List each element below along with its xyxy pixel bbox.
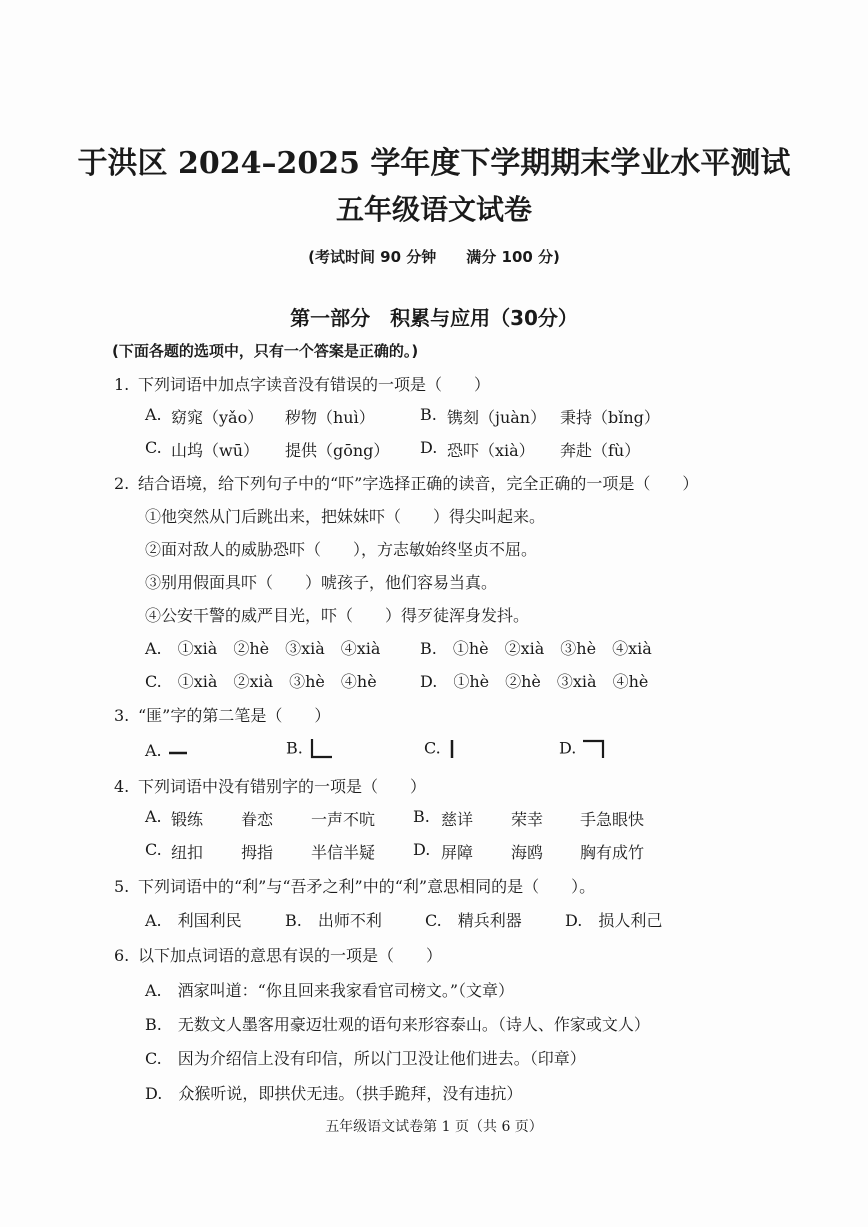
q6-text: 以下加点词语的意思有误的一项是（ ） (138, 946, 443, 965)
q1-text: 下列词语中加点字读音没有错误的一项是（ ） (138, 375, 491, 394)
q6-number: 6. (114, 946, 130, 965)
horizontal-stroke-icon (167, 744, 189, 760)
q2-sentence-2: ②面对敌人的威胁恐吓（ ），方志敏始终坚贞不屈。 (145, 540, 538, 559)
q4-b-word2: 荣幸 (511, 810, 544, 829)
q1-number: 1. (114, 375, 130, 394)
q3-c-label: C. (424, 738, 441, 758)
q4-d-label: D. (413, 840, 431, 859)
q4-d-word2: 海鸥 (511, 843, 544, 862)
q2-sentence-3: ③别用假面具吓（ ）唬孩子，他们容易当真。 (145, 573, 498, 592)
q1-d-label: D. (420, 438, 438, 457)
exam-score: 满分 100 分) (466, 248, 560, 266)
page-footer: 五年级语文试卷第 1 页（共 6 页） (325, 1119, 543, 1135)
q4-d-word1: 屏障 (441, 843, 474, 862)
q2-option-a: A. ①xià ②hè ③xià ④xià (145, 639, 381, 658)
horizontal-turn-stroke-icon (581, 738, 607, 760)
vertical-turn-stroke-icon (308, 737, 334, 761)
q1-c-word2: 提供（gōng） (285, 441, 390, 460)
q4-b-label: B. (413, 807, 430, 826)
q2-sentence-4: ④公安干警的威严目光，吓（ ）得歹徒浑身发抖。 (145, 606, 530, 625)
q6-stem (114, 943, 442, 966)
q4-stem (114, 774, 426, 797)
q2-sentence-1: ①他突然从门后跳出来，把妹妹吓（ ）得尖叫起来。 (145, 507, 546, 526)
q1-c-label: C. (145, 438, 162, 457)
q3-b-label: B. (286, 738, 303, 758)
q5-option-d: D. 损人利己 (565, 911, 663, 930)
q4-text: 下列词语中没有错别字的一项是（ ） (138, 777, 427, 796)
q3-option-a (145, 741, 189, 760)
q4-c-word2: 拇指 (241, 843, 274, 862)
q1-d-word2: 奔赴（fù） (560, 441, 641, 460)
exam-title: 于洪区 2024–2025 学年度下学期期末学业水平测试 (77, 146, 791, 181)
q2-option-d: D. ①hè ②hè ③xià ④hè (420, 672, 649, 691)
q4-a-word2: 眷恋 (241, 810, 274, 829)
q6-option-b: B. 无数文人墨客用豪迈壮观的语句来形容泰山。（诗人、作家或文人） (145, 1015, 650, 1034)
q6-option-a: A. 酒家叫道：“你且回来我家看官司榜文。”（文章） (145, 981, 515, 1000)
part1-heading: 第一部分 积累与应用（30分） (290, 306, 578, 330)
q5-option-a: A. 利国利民 (145, 911, 242, 930)
q4-c-word1: 纽扣 (171, 843, 204, 862)
q2-stem (114, 471, 698, 494)
q3-a-label: A. (145, 741, 162, 760)
q5-stem (114, 874, 595, 897)
q5-option-c: C. 精兵利器 (425, 911, 522, 930)
q6-option-c: C. 因为介绍信上没有印信，所以门卫没让他们进去。（印章） (145, 1049, 586, 1068)
q1-b-label: B. (420, 405, 437, 424)
q1-b-word1: 镌刻（juàn） (447, 408, 547, 427)
q3-option-d (559, 738, 607, 760)
q5-text: 下列词语中的“利”与“吾矛之利”中的“利”意思相同的是（ ）。 (138, 877, 596, 896)
q2-number: 2. (114, 474, 130, 493)
q1-d-word1: 恐吓（xià） (447, 441, 535, 460)
q3-d-label: D. (559, 738, 577, 758)
exam-subtitle: 五年级语文试卷 (335, 193, 532, 226)
q1-a-word1: 窈窕（yǎo） (171, 408, 264, 427)
q1-b-word2: 秉持（bǐng） (560, 408, 660, 427)
q5-number: 5. (114, 877, 130, 896)
q3-number: 3. (114, 706, 130, 725)
q3-stem (114, 703, 330, 726)
q3-text: “匪”字的第二笔是（ ） (138, 706, 331, 725)
q1-c-word1: 山坞（wū） (171, 441, 260, 460)
q2-text: 结合语境，给下列句子中的“吓”字选择正确的读音，完全正确的一项是（ ） (138, 474, 699, 493)
q4-a-word3: 一声不吭 (311, 810, 376, 829)
q3-option-c (424, 738, 458, 760)
q4-c-label: C. (145, 840, 162, 859)
q5-option-b: B. 出师不利 (285, 911, 382, 930)
q4-c-word3: 半信半疑 (311, 843, 376, 862)
q6-option-d: D. 众猴听说，即拱伏无违。（拱手跪拜，没有违抗） (145, 1084, 523, 1103)
q1-a-label: A. (145, 405, 162, 424)
part1-instruction: (下面各题的选项中，只有一个答案是正确的。) (112, 342, 419, 360)
vertical-stroke-icon (446, 738, 458, 760)
q2-option-b: B. ①hè ②xià ③hè ④xià (420, 639, 652, 658)
exam-time: (考试时间 90 分钟 (308, 248, 437, 266)
q4-b-word1: 慈详 (441, 810, 474, 829)
q4-a-label: A. (145, 807, 162, 826)
q4-b-word3: 手急眼快 (580, 810, 645, 829)
q3-option-b (286, 737, 334, 761)
q4-d-word3: 胸有成竹 (580, 843, 645, 862)
exam-info (0, 246, 868, 267)
q1-stem (114, 372, 490, 395)
q2-option-c: C. ①xià ②xià ③hè ④hè (145, 672, 377, 691)
q4-number: 4. (114, 777, 130, 796)
q4-a-word1: 锻练 (171, 810, 204, 829)
q1-a-word2: 秽物（huì） (285, 408, 375, 427)
